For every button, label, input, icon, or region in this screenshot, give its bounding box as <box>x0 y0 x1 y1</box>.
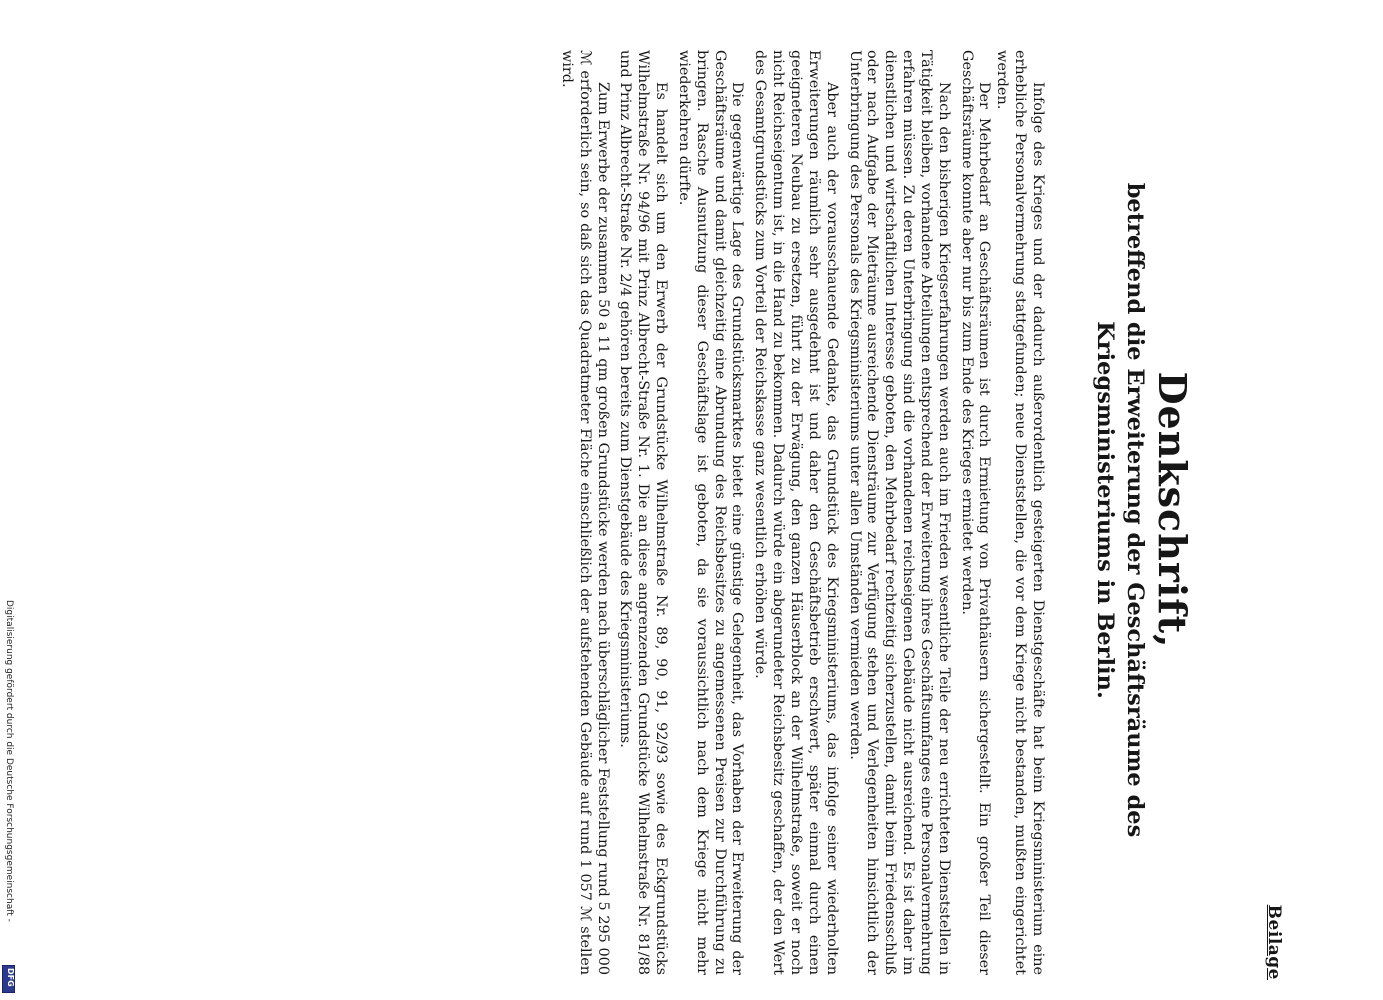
dfg-logo-text: DFG <box>6 968 15 987</box>
subtitle-line-2: Kriegsministeriums in Berlin. <box>1092 321 1118 699</box>
dfg-logo-icon <box>2 965 15 993</box>
page-title: Denkschrift, <box>1150 371 1195 649</box>
paragraph: Aber auch der vorausschauende Gedanke, das Grundstück des Kriegsministeriums, das infolge seiner wiederholten Erweiterungen räumlich sehr ausgedehnt ist und daher den Geschäftsbetrieb erschwert, später einmal durch einen geeigneteren Neubau zu ersetzen, führt zu der Erwägung, den ganzen Häuserblock an der Wilhelmstraße, soweit er noch nicht Reichseigentum ist, in die Hand zu bekommen. Dadurch würde ein abgerundeter Reichsbesitz geschaffen, der den Wert des Gesamtgrundstücks zum Vorteil der Reichskasse ganz wesentlich erhöhen würde. <box>752 50 840 975</box>
beilage-label: Beilage <box>1264 904 1284 980</box>
scanned-page <box>90 30 1290 990</box>
paragraph: Es handelt sich um den Erwerb der Grundstücke Wilhelmstraße Nr. 89, 90, 91, 92/93 sowie des Eckgrundstücks Wilhelmstraße Nr. 94/96 mit Prinz Albrecht-Straße Nr. 1. Die an diese angrenzenden Grundstücke Wilhelmstraße Nr. 81/88 und Prinz Albrecht-Straße Nr. 2/4 gehören bereits zum Dienstgebäude des Kriegsministeriums. <box>617 50 670 975</box>
subtitle-line-1: betreffend die Erweiterung der Geschäftsräume des <box>1122 182 1148 838</box>
paragraph: Die gegenwärtige Lage des Grundstücksmarktes bietet eine günstige Gelegenheit, das Vorhaben der Erweiterung der Geschäftsräume und damit gleichzeitig eine Abrundung des Reichsbesitzes zu angemessenen Preisen zur Durchführung zu bringen. Rasche Ausnutzung dieser Geschäftslage ist geboten, da sie voraussichtlich nach dem Kriege nicht mehr wiederkehren dürfte. <box>675 50 746 975</box>
paragraph: Der Mehrbedarf an Geschäftsräumen ist durch Ermietung von Privathäusern sichergestellt. Ein großer Teil dieser Geschäftsräume konnte aber nur bis zum Ende des Krieges ermietet werden. <box>958 50 993 975</box>
document-body <box>557 50 1046 975</box>
paragraph: Zum Erwerbe der zusammen 50 a 11 qm großen Grundstücke werden nach überschläglicher Feststellung rund 5 295 000 ℳ erforderlich sein, so daß sich das Quadratmeter Fläche einschließlich der aufstehenden Gebäude auf rund 1 057 ℳ stellen wird. <box>558 50 611 975</box>
credit-text: Digitalisierung gefördert durch die Deutsche Forschungsgemeinschaft - <box>4 600 14 922</box>
paragraph: Infolge des Krieges und der dadurch außerordentlich gesteigerten Dienstgeschäfte hat beim Kriegsministerium eine erhebliche Personalvermehrung stattgefunden; neue Dienststellen, die vor dem Kriege nicht bestanden, mußten eingerichtet werden. <box>994 50 1046 975</box>
page-subtitle <box>1090 30 1150 990</box>
digitization-credit <box>2 600 16 990</box>
paragraph: Nach den bisherigen Kriegserfahrungen werden auch im Frieden wesentliche Teile der neu errichteten Dienststellen in Tätigkeit bleiben, vorhandene Abteilungen entsprechend der Erweiterung ihres Geschäftsumfanges eine Personalvermehrung erfahren müssen. Zu deren Unterbringung sind die vorhandenen reichseigenen Gebäude nicht ausreichend. Es ist daher im dienstlichen und wirtschaftlichen Interesse geboten, den Mehrbedarf rechtzeitig sicherzustellen, damit beim Friedensschluß oder nach Aufgabe der Mieträume ausreichende Diensträume zur Verfügung stehen und Verlegenheiten hinsichtlich der Unterbringung des Personals des Kriegsministeriums unter allen Umständen vermieden werden. <box>846 50 952 975</box>
